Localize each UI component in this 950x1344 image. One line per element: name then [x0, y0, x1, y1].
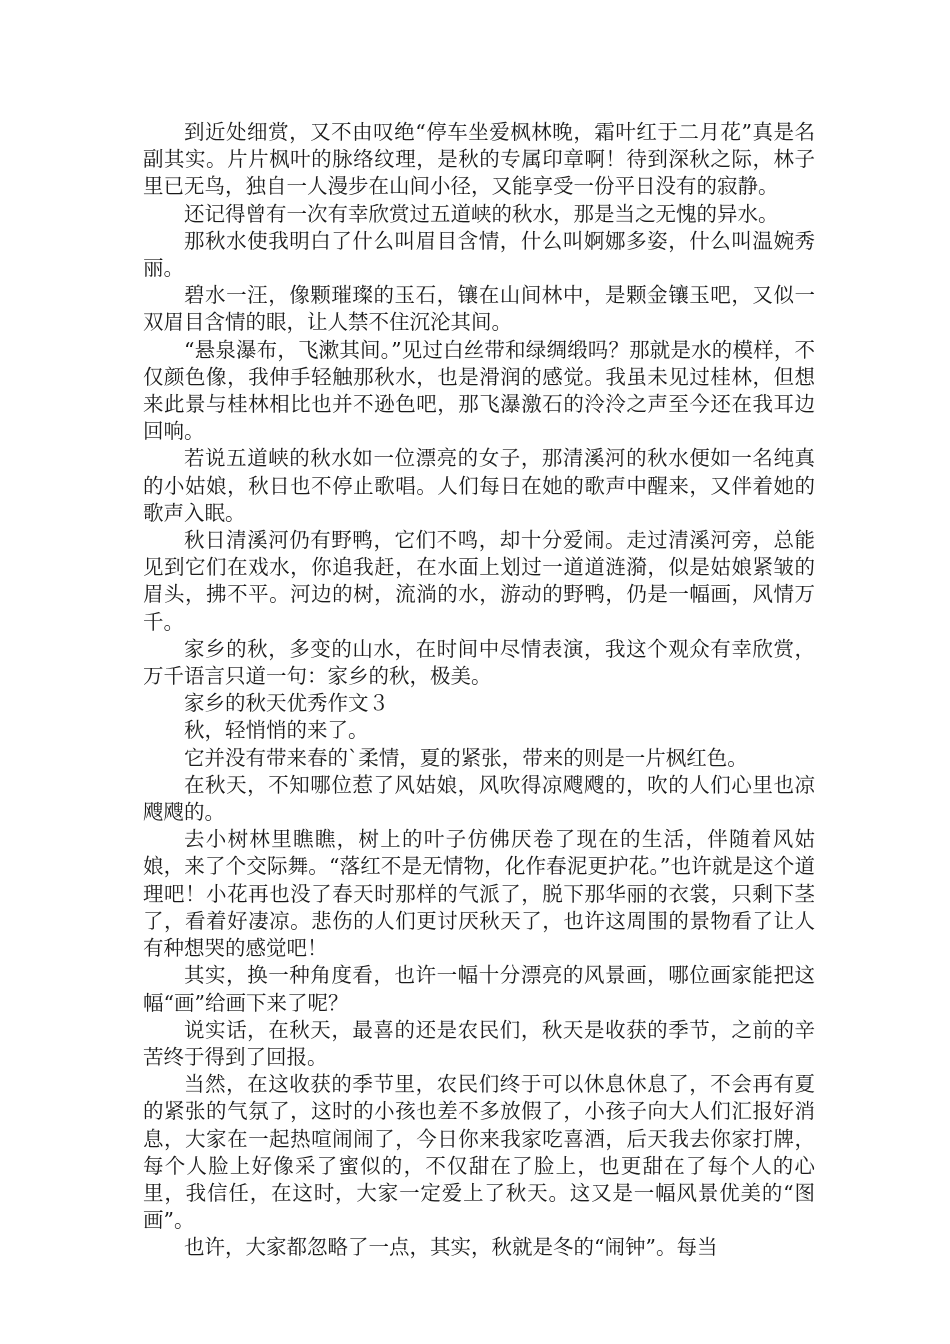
paragraph: 秋日清溪河仍有野鸭，它们不鸣，却十分爱闹。走过清溪河旁，总能见到它们在戏水，你追我赶，在水面上划过一道道涟漪，似是姑娘紧皱的眉头，拂不平。河边的树，流淌的水，游动的野鸭，仍是一幅画，风情万千。 — [143, 528, 815, 634]
paragraph: 还记得曾有一次有幸欣赏过五道峡的秋水，那是当之无愧的异水。 — [184, 201, 779, 226]
paragraph: 其实，换一种角度看，也许一幅十分漂亮的风景画，哪位画家能把这幅“画”给画下来了呢？ — [143, 963, 815, 1015]
essay-section-title: 家乡的秋天优秀作文３ — [184, 691, 389, 716]
paragraph: 家乡的秋，多变的山水，在时间中尽情表演，我这个观众有幸欣赏，万千语言只道一句：家乡的秋，极美。 — [143, 636, 815, 689]
paragraph: 说实话，在秋天，最喜的还是农民们，秋天是收获的季节，之前的辛苦终于得到了回报。 — [143, 1017, 815, 1069]
paragraph: 在秋天，不知哪位惹了风姑娘，风吹得凉飕飕的，吹的人们心里也凉飕飕的。 — [143, 772, 815, 825]
essay-body — [143, 119, 815, 1262]
paragraph: 若说五道峡的秋水如一位漂亮的女子，那清溪河的秋水便如一名纯真的小姑娘，秋日也不停止歌唱。人们每日在她的歌声中醒来，又伴着她的歌声入眠。 — [143, 446, 815, 525]
paragraph: 它并没有带来春的`柔情，夏的紧张，带来的则是一片枫红色。 — [184, 745, 748, 770]
paragraph: 也许，大家都忽略了一点，其实，秋就是冬的“闹钟”。每当 — [184, 1235, 718, 1260]
paragraph: “悬泉瀑布，飞漱其间。”见过白丝带和绿绸缎吗？那就是水的模样，不仅颜色像，我伸手轻触那秋水，也是滑润的感觉。我虽未见过桂林，但想来此景与桂林相比也并不逊色吧，那飞瀑激石的泠泠之声至今还在我耳边回响。 — [143, 337, 815, 444]
paragraph: 秋，轻悄悄的来了。 — [184, 718, 369, 743]
paragraph: 去小树林里瞧瞧，树上的叶子仿佛厌卷了现在的生活，伴随着风姑娘，来了个交际舞。“落红不是无情物，化作春泥更护花。”也许就是这个道理吧！小花再也没了春天时那样的气派了，脱下那华丽的衣裳，只剩下茎了，看着好凄凉。悲伤的人们更讨厌秋天了，也许这周围的景物看了让人有种想哭的感觉吧！ — [143, 827, 815, 961]
paragraph: 到近处细赏，又不由叹绝“停车坐爱枫林晚，霜叶红于二月花”真是名副其实。片片枫叶的脉络纹理，是秋的专属印章啊！待到深秋之际，林子里已无鸟，独自一人漫步在山间小径，又能享受一份平日没有的寂静。 — [143, 120, 815, 199]
paragraph: 那秋水使我明白了什么叫眉目含情，什么叫婀娜多姿，什么叫温婉秀丽。 — [143, 228, 815, 281]
paragraph: 碧水一汪，像颗璀璨的玉石，镶在山间林中，是颗金镶玉吧，又似一双眉目含情的眼，让人禁不住沉沦其间。 — [143, 283, 815, 335]
paragraph: 当然，在这收获的季节里，农民们终于可以休息休息了，不会再有夏的紧张的气氛了，这时的小孩也差不多放假了，小孩子向大人们汇报好消息，大家在一起热喧闹闹了，今日你来我家吃喜酒，后天我去你家打牌，每个人脸上好像采了蜜似的，不仅甜在了脸上，也更甜在了每个人的心里，我信任，在这时，大家一定爱上了秋天。这又是一幅风景优美的“图画”。 — [143, 1072, 815, 1233]
